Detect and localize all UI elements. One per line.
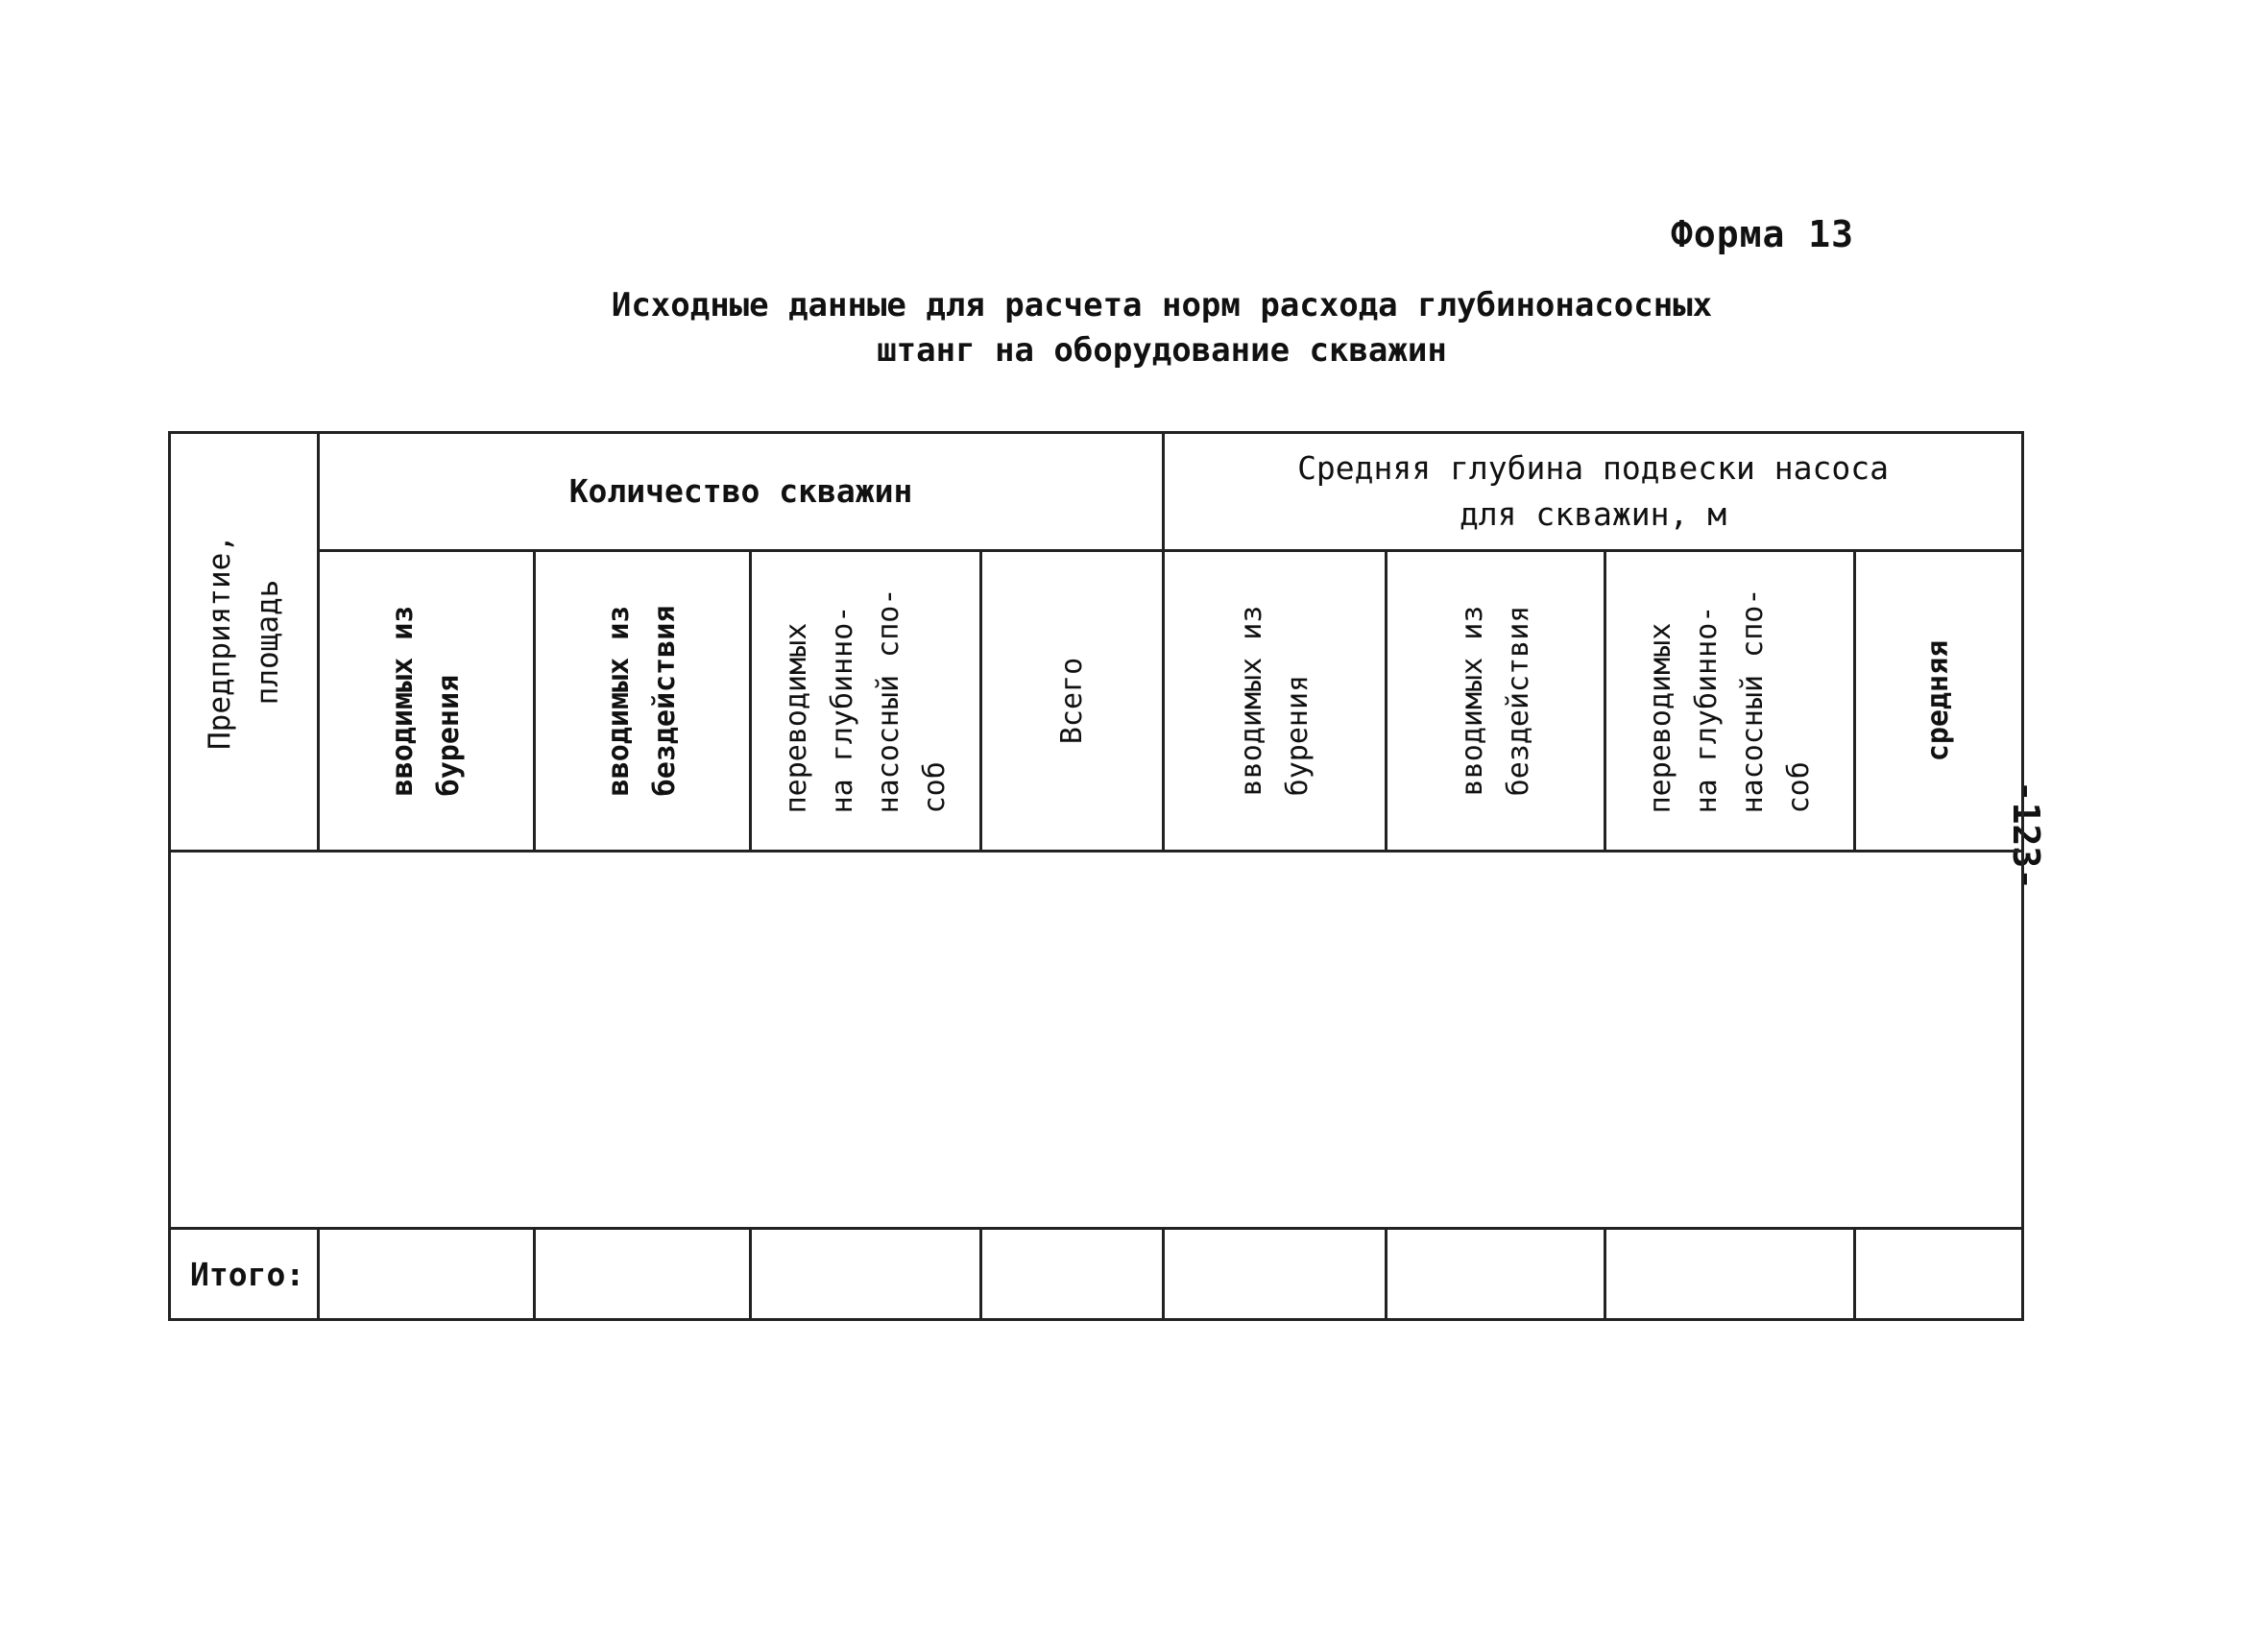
pump-depth-header-line-1: Средняя глубина подвески насоса [1297, 449, 1889, 487]
header-line: средняя [1921, 639, 1956, 762]
total-cell [535, 1229, 751, 1320]
pump-depth-group-header [1164, 433, 2023, 551]
enterprise-header-line-2: площадь [251, 579, 285, 705]
depth-from-drilling-header [1164, 551, 1387, 852]
header-line: вводимых из [602, 605, 636, 797]
header-line: насосный спо- [871, 588, 905, 814]
total-cell [1387, 1229, 1605, 1320]
header-line: вводимых из [1234, 605, 1268, 797]
total-cell [1855, 1229, 2023, 1320]
total-cell [981, 1229, 1164, 1320]
header-line: переводимых [779, 622, 813, 814]
header-line: бурения [1280, 674, 1315, 797]
header-line: на глубинно- [825, 605, 859, 814]
enterprise-column-header [170, 433, 319, 852]
header-line: переводимых [1643, 622, 1677, 814]
header-line: бездействия [648, 605, 682, 797]
depth-converted-to-pump-header [1605, 551, 1855, 852]
header-line: вводимых из [386, 605, 420, 797]
data-entry-area [170, 852, 2023, 1229]
enterprise-header-line-1: Предприятие, [203, 534, 237, 750]
header-line: вводимых из [1455, 605, 1489, 797]
header-line: бурения [432, 674, 466, 797]
header-line: соб [917, 761, 952, 814]
total-label: Итого: [170, 1229, 319, 1320]
qty-from-idle-header [535, 551, 751, 852]
header-line: насосный спо- [1735, 588, 1770, 814]
total-row [170, 1229, 2023, 1320]
input-data-table [168, 431, 2024, 1321]
total-cell [1605, 1229, 1855, 1320]
total-cell [1164, 1229, 1387, 1320]
total-cell [751, 1229, 981, 1320]
header-line: соб [1781, 761, 1816, 814]
depth-from-idle-header [1387, 551, 1605, 852]
depth-average-header [1855, 551, 2023, 852]
header-line: на глубинно- [1689, 605, 1724, 814]
qty-total-header [981, 551, 1164, 852]
well-count-group-header: Количество скважин [319, 433, 1164, 551]
document-title [480, 283, 1844, 373]
title-line-2: штанг на оборудование скважин [877, 331, 1447, 370]
title-line-1: Исходные данные для расчета норм расхода глубинонасосных [611, 286, 1713, 324]
page-number: -123- [2005, 780, 2047, 891]
total-cell [319, 1229, 535, 1320]
header-line: бездействия [1501, 605, 1535, 797]
pump-depth-header-line-2: для скважин, м [1459, 495, 1727, 533]
qty-from-drilling-header [319, 551, 535, 852]
qty-converted-to-pump-header [751, 551, 981, 852]
form-number: Форма 13 [1671, 213, 1855, 255]
header-line: Всего [1054, 657, 1089, 745]
